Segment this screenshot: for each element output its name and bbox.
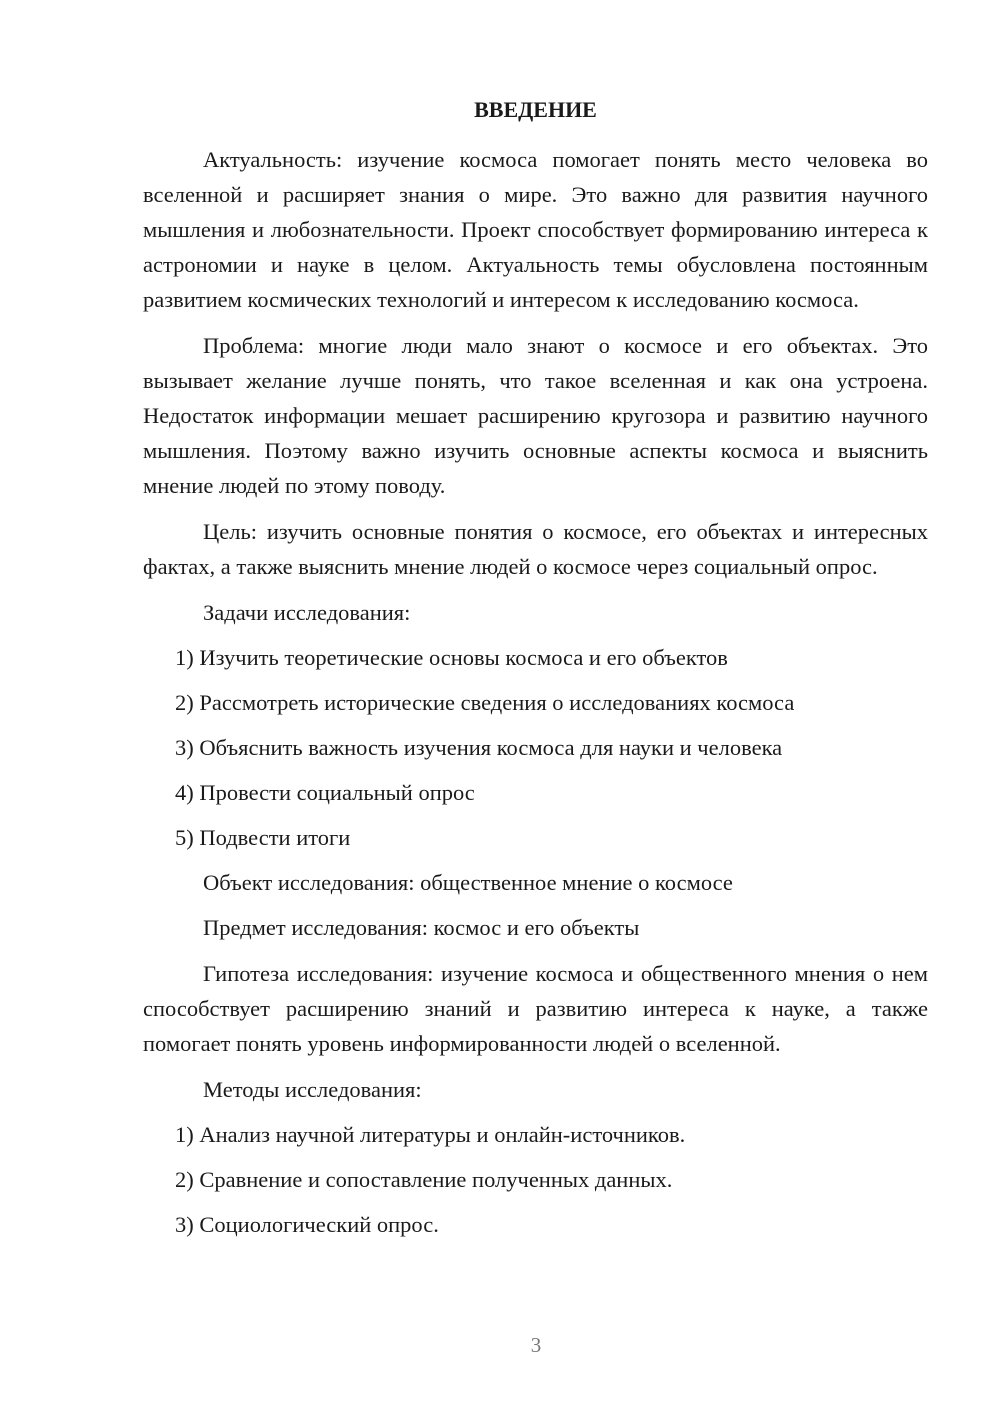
methods-heading: Методы исследования: [203, 1077, 422, 1102]
relevance-paragraph: Актуальность: изучение космоса помогает понять место человека во вселенной и расширяет знания о мире. Это важно для развития научного мышления и любознательности. Проект способствует формированию интереса к астрономии и науке в целом. Актуальность темы обусловлена постоянным развитием космических технологий и интересом к исследованию космоса. [143, 147, 928, 312]
task-item: 5) Подвести итоги [175, 825, 351, 850]
task-item: 1) Изучить теоретические основы космоса и его объектов [175, 645, 728, 670]
task-item: 4) Провести социальный опрос [175, 780, 475, 805]
goal-paragraph: Цель: изучить основные понятия о космосе, его объектах и интересных фактах, а также выяснить мнение людей о космосе через социальный опрос. [143, 519, 928, 579]
method-item: 3) Социологический опрос. [175, 1212, 439, 1237]
document-page [143, 92, 928, 1242]
problem-paragraph: Проблема: многие люди мало знают о космосе и его объектах. Это вызывает желание лучше понять, что такое вселенная и как она устроена. Недостаток информации мешает расширению кругозора и развитию научного мышления. Поэтому важно изучить основные аспекты космоса и выяснить мнение людей по этому поводу. [143, 333, 928, 498]
tasks-heading: Задачи исследования: [203, 600, 411, 625]
object-paragraph: Объект исследования: общественное мнение о космосе [203, 870, 733, 895]
method-item: 1) Анализ научной литературы и онлайн-источников. [175, 1122, 686, 1147]
page-number: 3 [530, 1333, 542, 1357]
task-item: 3) Объяснить важность изучения космоса для науки и человека [175, 735, 783, 760]
section-title: ВВЕДЕНИЕ [474, 97, 597, 122]
method-item: 2) Сравнение и сопоставление полученных данных. [175, 1167, 673, 1192]
hypothesis-paragraph: Гипотеза исследования: изучение космоса и общественного мнения о нем способствует расширению знаний и развитию интереса к науке, а также помогает понять уровень информированности людей о вселенной. [143, 961, 928, 1056]
task-item: 2) Рассмотреть исторические сведения о исследованиях космоса [175, 690, 795, 715]
subject-paragraph: Предмет исследования: космос и его объекты [203, 915, 640, 940]
